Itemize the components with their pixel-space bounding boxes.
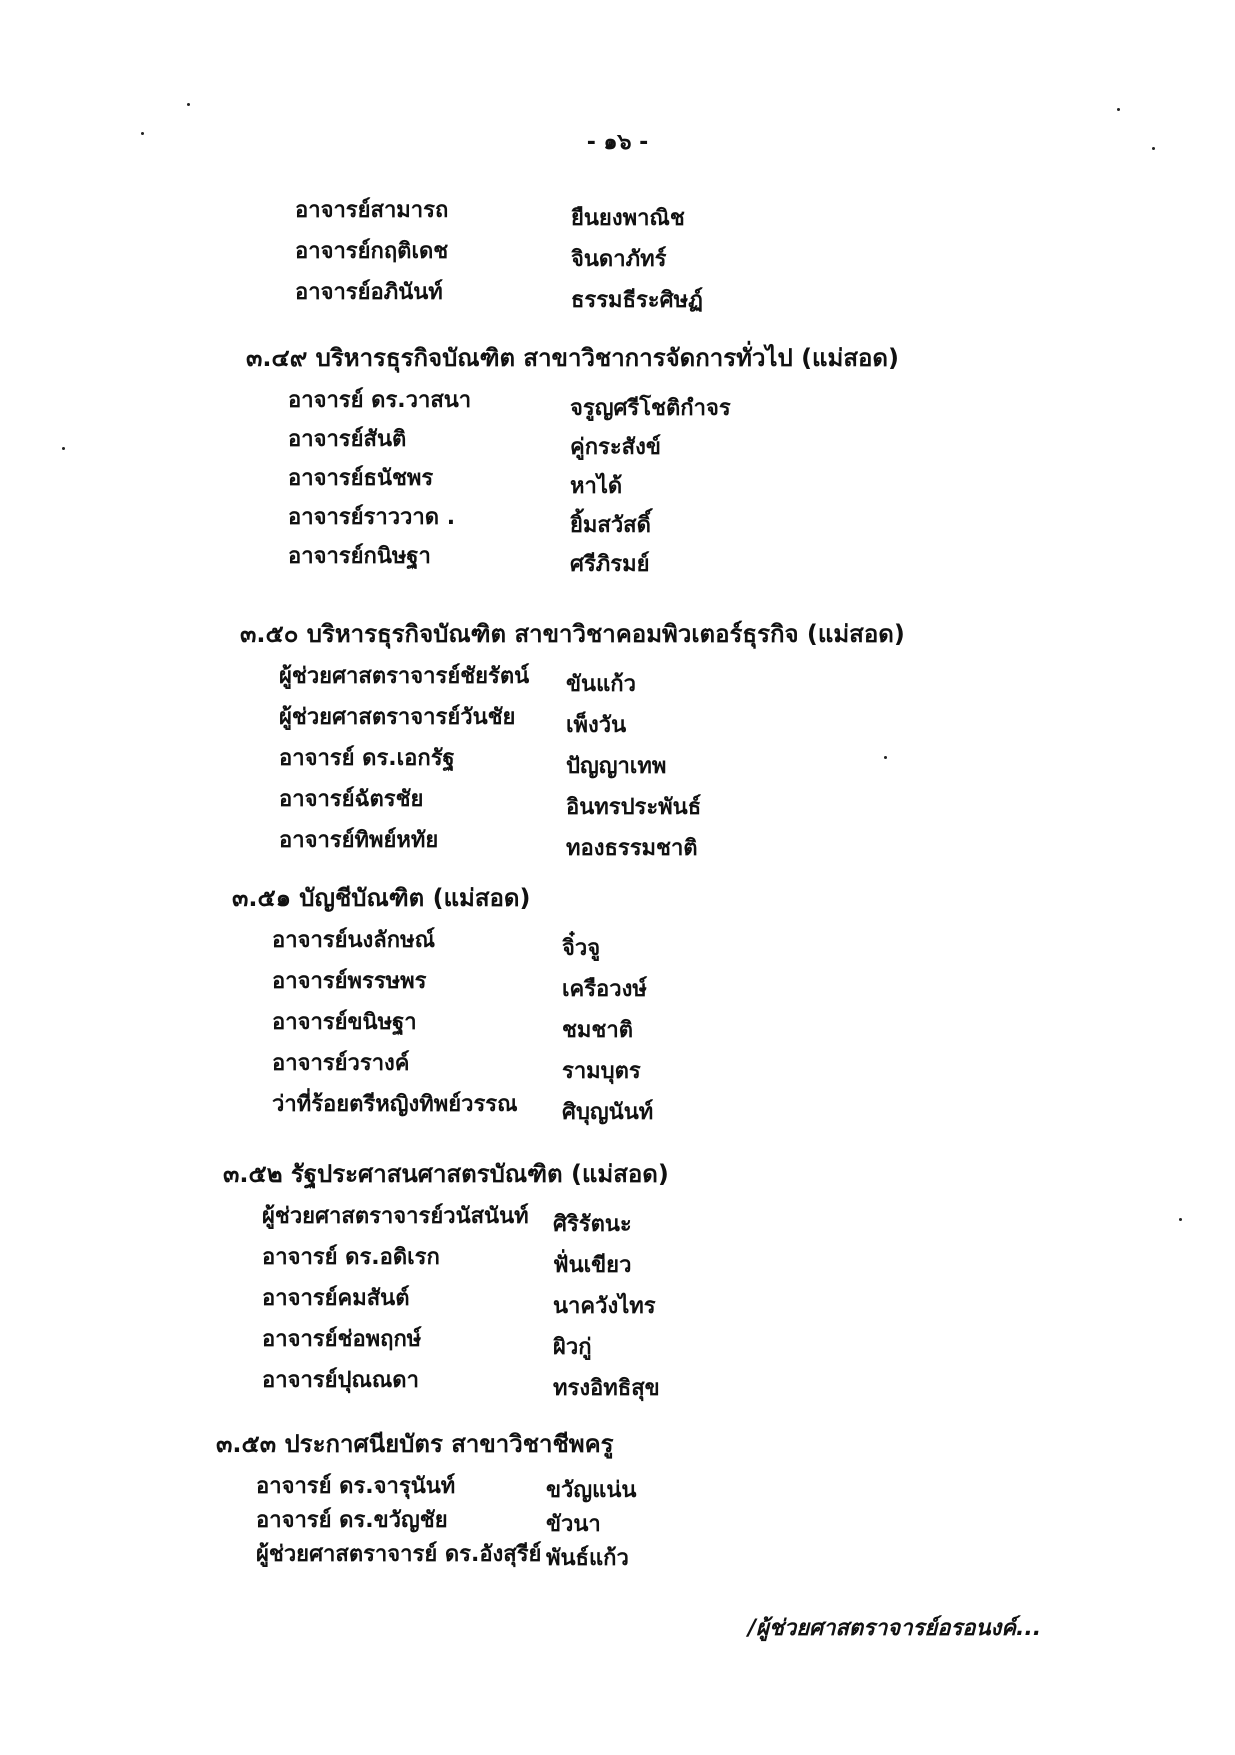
member-list (288, 376, 899, 577)
member-row (279, 816, 905, 861)
member-given-name: อาจารย์ทิพย์หทัย (279, 828, 439, 853)
section-3-50 (240, 616, 905, 861)
member-row (262, 1233, 669, 1278)
member-family-name: จรูญศรีโชติกำจร (570, 396, 731, 421)
member-list (262, 1192, 669, 1401)
member-given-name: อาจารย์ฉัตรชัย (279, 787, 424, 812)
member-given-name: อาจารย์สามารถ (295, 198, 449, 223)
member-given-name: อาจารย์ ดร.จารุนันท์ (256, 1474, 456, 1499)
member-given-name: อาจารย์ ดร.เอกรัฐ (279, 746, 455, 771)
section-3-53 (216, 1426, 637, 1571)
member-given-name: อาจารย์อภินันท์ (295, 280, 443, 305)
member-family-name: ศิริรัตนะ (553, 1212, 632, 1237)
member-row (256, 1530, 629, 1571)
member-row (262, 1315, 669, 1360)
member-family-name: ผิวกู่ (553, 1335, 592, 1360)
member-given-name: อาจารย์ปุณณดา (262, 1368, 419, 1393)
member-row (288, 532, 899, 577)
member-given-name: อาจารย์คมสันต์ (262, 1286, 410, 1311)
section-3-52 (223, 1156, 669, 1401)
member-given-name: อาจารย์ ดร.ขวัญชัย (256, 1508, 448, 1533)
member-row (288, 493, 899, 538)
member-given-name: ว่าที่ร้อยตรีหญิงทิพย์วรรณ (272, 1092, 518, 1117)
member-given-name: อาจารย์ราววาด . (288, 505, 456, 530)
scan-speck (187, 103, 190, 106)
member-row (272, 1080, 654, 1125)
member-family-name: ธรรมธีระศิษฏ์ (571, 288, 703, 313)
member-row (288, 415, 899, 460)
member-family-name: ศรีภิรมย์ (570, 552, 650, 577)
member-row (262, 1274, 669, 1319)
member-given-name: อาจารย์พรรษพร (272, 969, 427, 994)
member-row (279, 775, 905, 820)
section-3-51 (232, 880, 654, 1125)
section-title: ๓.๕๓ ประกาศนียบัตร สาขาวิชาชีพครู (216, 1430, 614, 1458)
member-given-name: อาจารย์ขนิษฐา (272, 1010, 417, 1035)
member-given-name: อาจารย์ธนัชพร (288, 466, 434, 491)
member-row (279, 652, 905, 697)
scan-speck (62, 447, 65, 450)
member-given-name: อาจารย์นงลักษณ์ (272, 928, 436, 953)
member-row (288, 376, 899, 421)
scan-speck (884, 756, 887, 759)
member-row (272, 998, 634, 1043)
member-given-name: อาจารย์ ดร.วาสนา (288, 388, 472, 413)
member-list (256, 1462, 637, 1571)
member-given-name: ผู้ช่วยศาสตราจารย์วนัสนันท์ (262, 1204, 529, 1229)
section-title: ๓.๕๐ บริหารธุรกิจบัณฑิต สาขาวิชาคอมพิวเตอร์ธุรกิจ (แม่สอด) (240, 620, 905, 648)
member-given-name: อาจารย์วรางค์ (272, 1051, 410, 1076)
member-given-name: ผู้ช่วยศาสตราจารย์ชัยรัตน์ (279, 664, 530, 689)
scan-speck (1152, 147, 1155, 150)
member-row (279, 693, 905, 738)
member-family-name: ขวัญแน่น (546, 1478, 637, 1503)
member-row (272, 957, 647, 1002)
continuation-note: /ผู้ช่วยศาสตราจารย์อรอนงค์... (748, 1616, 1042, 1641)
member-given-name: อาจารย์ ดร.อดิเรก (262, 1245, 440, 1270)
member-given-name: อาจารย์ช่อพฤกษ์ (262, 1327, 422, 1352)
member-row (262, 1192, 669, 1237)
member-row (256, 1496, 614, 1537)
member-given-name: ผู้ช่วยศาสตราจารย์วันชัย (279, 705, 516, 730)
member-family-name: ทรงอิทธิสุข (553, 1376, 660, 1401)
member-row (262, 1356, 669, 1401)
member-given-name: อาจารย์กนิษฐา (288, 544, 431, 569)
member-row (256, 1462, 637, 1503)
member-family-name: จิ๋วจู (562, 936, 601, 961)
member-family-name: ขันแก้ว (566, 672, 636, 697)
member-family-name: ยิ้มสวัสดิ์ (570, 513, 651, 538)
member-family-name: ขัวนา (546, 1512, 601, 1537)
member-family-name: ปัญญาเทพ (566, 754, 667, 779)
section-title: ๓.๕๒ รัฐประศาสนศาสตรบัณฑิต (แม่สอด) (223, 1160, 669, 1188)
member-given-name: ผู้ช่วยศาสตราจารย์ ดร.อังสุรีย์ (256, 1542, 542, 1567)
scan-speck (1179, 1218, 1182, 1221)
member-family-name: ศิบุญนันท์ (562, 1100, 654, 1125)
scan-speck (141, 132, 144, 135)
member-family-name: รามบุตร (562, 1059, 641, 1084)
member-family-name: ฟั่นเขียว (553, 1253, 632, 1278)
page-number: - ๑๖ - (586, 130, 649, 155)
member-given-name: อาจารย์สันติ (288, 427, 407, 452)
member-family-name: พันธ์แก้ว (546, 1546, 629, 1571)
member-row (288, 454, 899, 499)
section-title: ๓.๔๙ บริหารธุรกิจบัณฑิต สาขาวิชาการจัดการทั่วไป (แม่สอด) (246, 344, 899, 372)
member-family-name: คู่กระสังข์ (570, 435, 661, 460)
member-row (279, 734, 905, 779)
member-row (272, 1039, 641, 1084)
member-family-name: นาควังไทร (553, 1294, 656, 1319)
section-3-49 (246, 340, 899, 577)
member-given-name: อาจารย์กฤติเดช (295, 239, 449, 264)
member-family-name: เพ็งวัน (566, 713, 627, 738)
member-list (279, 652, 905, 861)
member-family-name: ชมชาติ (562, 1018, 634, 1043)
member-list (272, 916, 654, 1125)
member-family-name: ยืนยงพาณิช (571, 206, 685, 231)
member-family-name: อินทรประพันธ์ (566, 795, 702, 820)
member-family-name: เครือวงษ์ (562, 977, 647, 1002)
member-row (272, 916, 601, 961)
member-family-name: จินดาภัทร์ (571, 247, 667, 272)
section-title: ๓.๕๑ บัญชีบัณฑิต (แม่สอด) (232, 884, 531, 912)
member-family-name: หาได้ (570, 474, 623, 499)
member-family-name: ทองธรรมชาติ (566, 836, 698, 861)
scan-speck (1117, 108, 1120, 111)
